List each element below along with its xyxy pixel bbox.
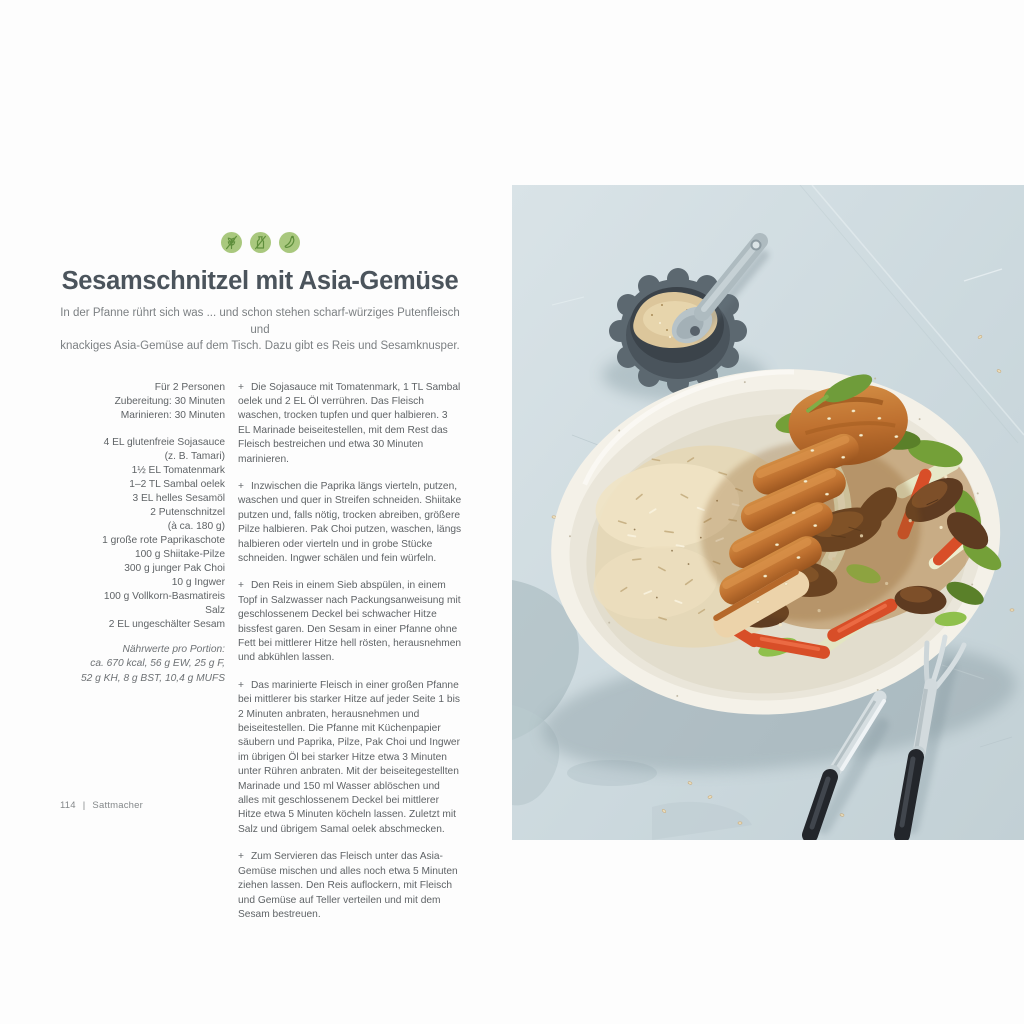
lactose-free-icon <box>250 232 271 253</box>
recipe-column <box>58 232 462 935</box>
ingredient-line: 1–2 TL Sambal oelek <box>129 478 225 490</box>
gluten-free-icon <box>221 232 242 253</box>
page-footer <box>60 800 143 811</box>
instruction-step <box>238 480 462 566</box>
footer-divider: | <box>82 800 86 811</box>
intro-line-2: knackiges Asia-Gemüse auf dem Tisch. Dazu gibt es Reis und Sesamknusper. <box>60 340 460 352</box>
marinate-time-line: Marinieren: 30 Minuten <box>120 409 225 421</box>
instruction-step <box>238 679 462 837</box>
prep-time-line: Zubereitung: 30 Minuten <box>114 395 225 407</box>
step-marker: + <box>238 679 244 691</box>
section-label: Sattmacher <box>92 800 143 811</box>
ingredients-column <box>58 381 225 936</box>
step-text: Zum Servieren das Fleisch unter das Asia-Gemüse mischen und alles noch etwa 5 Minuten ziehen lassen. Den Reis auflockern, mit Fleisch und Gemüse auf Teller verteilen und mit dem Sesam bestreuen. <box>238 851 458 920</box>
ingredient-line: 2 Putenschnitzel <box>150 506 225 518</box>
spicy-icon <box>279 232 300 253</box>
step-text: Inzwischen die Paprika längs vierteln, putzen, waschen und quer in Streifen schneiden. Shiitake putzen und, falls nötig, trocken abreiben, größere Pilze halbieren. Pak Choi putzen, waschen, längs halbieren oder vierteln und in grobe Stücke schneiden. Ingwer schälen und fein würfeln. <box>238 480 462 564</box>
ingredient-line: 100 g Shiitake-Pilze <box>134 548 225 560</box>
instructions-column <box>238 381 462 936</box>
ingredient-line: (z. B. Tamari) <box>164 450 225 462</box>
ingredients-list <box>58 436 225 632</box>
recipe-meta <box>58 381 225 423</box>
step-marker: + <box>238 580 244 592</box>
ingredient-line: 3 EL helles Sesamöl <box>132 492 225 504</box>
servings-line: Für 2 Personen <box>154 381 225 393</box>
ingredient-line: 1½ EL Tomatenmark <box>131 464 225 476</box>
step-marker: + <box>238 480 244 492</box>
nutrition-line: 52 g KH, 8 g BST, 10,4 g MUFS <box>80 672 225 684</box>
food-photo <box>512 185 1024 840</box>
nutrition-line: Nährwerte pro Portion: <box>122 643 225 655</box>
recipe-intro <box>60 305 460 355</box>
step-text: Die Sojasauce mit Tomatenmark, 1 TL Sambal oelek und 2 EL Öl verrühren. Das Fleisch waschen, trocken tupfen und quer halbieren. 3 EL Marinade beiseitestellen, mit dem Rest das Fleisch bestreichen und etwa 30 Minuten marinieren. <box>238 381 461 465</box>
diet-badges <box>58 232 462 253</box>
step-marker: + <box>238 381 244 393</box>
step-text: Den Reis in einem Sieb abspülen, in einem Topf in Salzwasser nach Packungsanweisung mit geschlossenem Deckel bei schwacher Hitze bissfest garen. Den Sesam in einer Pfanne ohne Fett bei mittlerer Hitze hell rösten, herausnehmen und abkühlen lassen. <box>238 580 462 664</box>
step-marker: + <box>238 851 244 863</box>
nutrition-line: ca. 670 kcal, 56 g EW, 25 g F, <box>90 658 225 669</box>
ingredient-line: 10 g Ingwer <box>171 576 225 588</box>
nutrition-note <box>58 643 225 687</box>
ingredient-line: 300 g junger Pak Choi <box>124 562 225 574</box>
intro-line-1: In der Pfanne rührt sich was ... und schon stehen scharf-würziges Putenfleisch und <box>60 307 460 336</box>
instruction-step <box>238 850 462 922</box>
ingredient-line: 100 g Vollkorn-Basmatireis <box>103 590 225 602</box>
instruction-step <box>238 579 462 665</box>
ingredient-line: 2 EL ungeschälter Sesam <box>108 618 225 630</box>
ingredient-line: 4 EL glutenfreie Sojasauce <box>103 436 225 448</box>
instruction-step <box>238 381 462 467</box>
ingredient-line: (à ca. 180 g) <box>167 520 225 532</box>
recipe-body <box>58 381 462 936</box>
recipe-title: Sesamschnitzel mit Asia-Gemüse <box>61 267 459 295</box>
step-text: Das marinierte Fleisch in einer großen Pfanne bei mittlerer bis starker Hitze auf jeder Seite 1 bis 2 Minuten anbraten, herausnehmen und beiseitestellen. Die Pfanne mit Küchenpapier säubern und Paprika, Pilze, Pak Choi und Ingwer im übrigen Öl bei starker Hitze etwa 3 Minuten unter Rühren anbraten. Mit der beiseitegestellten Marinade und 150 ml Wasser ablöschen und alles mit geschlossenem Deckel bei mittlerer Hitze etwa 5 Minuten köcheln lassen. Zuletzt mit Salz und übrigem Samal oelek abschmecken. <box>238 679 460 835</box>
ingredient-line: Salz <box>205 604 225 616</box>
page-number: 114 <box>60 800 76 811</box>
ingredient-line: 1 große rote Paprikaschote <box>102 534 225 546</box>
